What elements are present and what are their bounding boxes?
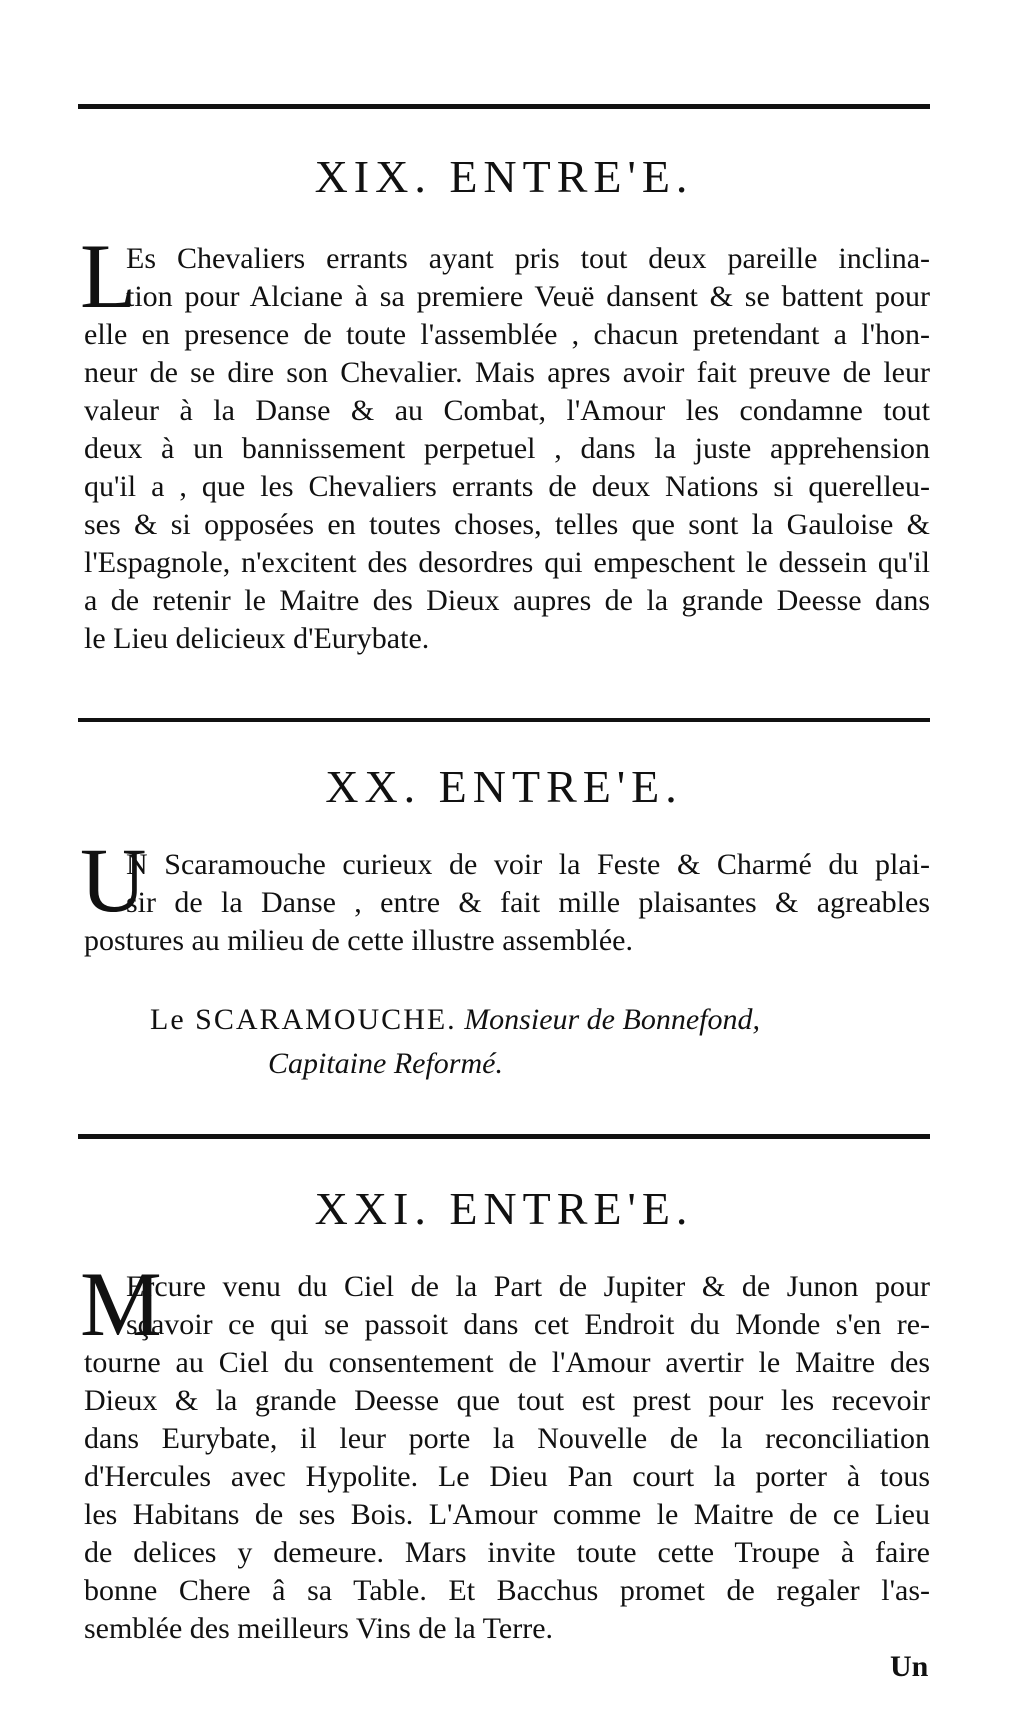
top-rule xyxy=(78,104,930,109)
drop-cap-xx: U xyxy=(80,829,147,931)
text-line: sir de la Danse , entre & fait mille plaisantes & agreables xyxy=(126,886,930,919)
text-line: neur de se dire son Chevalier. Mais apres avoir fait preuve de leur xyxy=(84,356,930,389)
text-line: dans Eurybate, il leur porte la Nouvelle de la reconciliation xyxy=(84,1422,930,1455)
text-line: d'Hercules avec Hypolite. Le Dieu Pan court la porter à tous xyxy=(84,1460,930,1493)
text-line: elle en presence de toute l'assemblée , chacun pretendant a l'hon- xyxy=(84,318,930,351)
role-performer: Monsieur de Bonnefond, xyxy=(464,1003,760,1036)
text-line: Dieux & la grande Deesse que tout est prest pour les recevoir xyxy=(84,1384,930,1417)
section-text-xx xyxy=(84,846,930,960)
section-text-xxi xyxy=(84,1268,930,1648)
text-line: qu'il a , que les Chevaliers errants de deux Nations si querelleu- xyxy=(84,470,930,503)
text-line: tion pour Alciane à sa premiere Veuë dansent & se battent pour xyxy=(126,280,930,313)
section-title-xx: XX. ENTRE'E. xyxy=(325,761,683,812)
text-line: ses & si opposées en toutes choses, telles que sont la Gauloise & xyxy=(84,508,930,541)
drop-cap-xix: L xyxy=(80,225,137,327)
section-rule xyxy=(78,1134,930,1139)
role-entry xyxy=(150,998,930,1086)
text-line: valeur à la Danse & au Combat, l'Amour les condamne tout xyxy=(84,394,930,427)
text-line: de delices y demeure. Mars invite toute cette Troupe à faire xyxy=(84,1536,930,1569)
drop-cap-xxi: M xyxy=(80,1253,162,1355)
text-line: N Scaramouche curieux de voir la Feste & Charmé du plai- xyxy=(126,848,930,881)
section-title-xix: XIX. ENTRE'E. xyxy=(314,151,694,202)
text-line: bonne Chere â sa Table. Et Bacchus promet de regaler l'as- xyxy=(84,1574,930,1607)
role-name: Le SCARAMOUCHE. xyxy=(150,1003,457,1036)
text-line: Es Chevaliers errants ayant pris tout deux pareille inclina- xyxy=(126,242,930,275)
section-text-xix xyxy=(84,240,930,658)
text-line: postures au milieu de cette illustre assemblée. xyxy=(84,924,633,957)
text-line: semblée des meilleurs Vins de la Terre. xyxy=(84,1612,554,1645)
catchword: Un xyxy=(890,1650,929,1683)
role-performer-title: Capitaine Reformé. xyxy=(268,1047,503,1080)
section-title-xxi: XXI. ENTRE'E. xyxy=(314,1183,694,1234)
text-line: a de retenir le Maitre des Dieux aupres de la grande Deesse dans xyxy=(84,584,930,617)
text-line: deux à un bannissement perpetuel , dans la juste apprehension xyxy=(84,432,930,465)
text-line: le Lieu delicieux d'Eurybate. xyxy=(84,622,430,655)
text-line: les Habitans de ses Bois. L'Amour comme le Maitre de ce Lieu xyxy=(84,1498,930,1531)
text-line: sçavoir ce qui se passoit dans cet Endroit du Monde s'en re- xyxy=(126,1308,930,1341)
text-line: Ercure venu du Ciel de la Part de Jupiter & de Junon pour xyxy=(126,1270,930,1303)
text-line: l'Espagnole, n'excitent des desordres qui empeschent le dessein qu'il xyxy=(84,546,930,579)
section-rule xyxy=(78,718,930,722)
text-line: tourne au Ciel du consentement de l'Amour avertir le Maitre des xyxy=(84,1346,930,1379)
